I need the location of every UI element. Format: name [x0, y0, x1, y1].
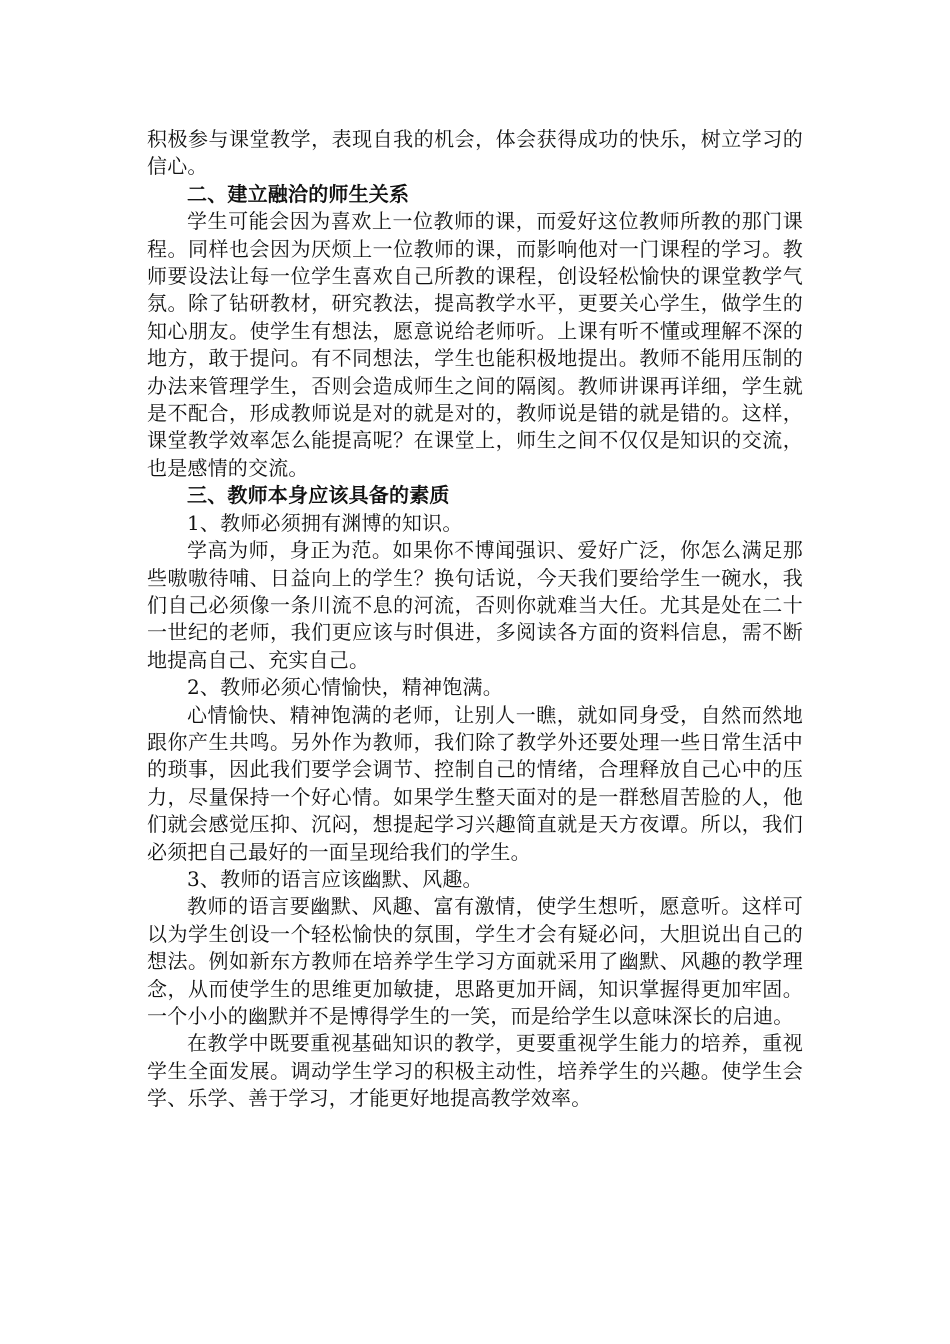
paragraph-conclusion: 在教学中既要重视基础知识的教学，更要重视学生能力的培养，重视学生全面发展。调动学生学习的积极主动性，培养学生的兴趣。使学生会学、乐学、善于学习，才能更好地提高教学效率。 [147, 1031, 803, 1111]
document-body [147, 126, 803, 1113]
paragraph-relationship: 学生可能会因为喜欢上一位教师的课，而爱好这位教师所教的那门课程。同样也会因为厌烦上一位教师的课，而影响他对一门课程的学习。教师要设法让每一位学生喜欢自己所教的课程，创设轻松愉快的课堂教学气氛。除了钻研教材，研究教法，提高教学水平，更要关心学生，做学生的知心朋友。使学生有想法，愿意说给老师听。上课有听不懂或理解不深的地方，敢于提问。有不同想法，学生也能积极地提出。教师不能用压制的办法来管理学生，否则会造成师生之间的隔阂。教师讲课再详细，学生就是不配合，形成教师说是对的就是对的，教师说是错的就是错的。这样，课堂教学效率怎么能提高呢？在课堂上，师生之间不仅仅是知识的交流，也是感情的交流。 [147, 209, 803, 480]
subheading-mood: 2、教师必须心情愉快，精神饱满。 [187, 675, 503, 700]
subheading-language: 3、教师的语言应该幽默、风趣。 [187, 866, 483, 891]
paragraph-language: 教师的语言要幽默、风趣、富有激情，使学生想听，愿意听。这样可以为学生创设一个轻松愉快的氛围，学生才会有疑必问，大胆说出自己的想法。例如新东方教师在培养学生学习方面就采用了幽默、风趣的教学理念，从而使学生的思维更加敏捷，思路更加开阔，知识掌握得更加牢固。一个小小的幽默并不是博得学生的一笑，而是给学生以意味深长的启迪。 [147, 894, 803, 1028]
paragraph-knowledge: 学高为师，身正为范。如果你不博闻强识、爱好广泛，你怎么满足那些嗷嗷待哺、日益向上的学生？换句话说，今天我们要给学生一碗水，我们自己必须像一条川流不息的河流，否则你就难当大任。尤其是处在二十一世纪的老师，我们更应该与时俱进，多阅读各方面的资料信息，需不断地提高自己、充实自己。 [147, 538, 803, 672]
paragraph-continuation: 积极参与课堂教学，表现自我的机会，体会获得成功的快乐，树立学习的信心。 [147, 127, 803, 179]
subheading-knowledge: 1、教师必须拥有渊博的知识。 [187, 510, 463, 535]
section-heading-teacher-qualities: 三、教师本身应该具备的素质 [187, 483, 450, 508]
section-heading-teacher-student-relationship: 二、建立融洽的师生关系 [187, 181, 410, 206]
paragraph-mood: 心情愉快、精神饱满的老师，让别人一瞧，就如同身受，自然而然地跟你产生共鸣。另外作为教师，我们除了教学外还要处理一些日常生活中的琐事，因此我们要学会调节、控制自己的情绪，合理释放自己心中的压力，尽量保持一个好心情。如果学生整天面对的是一群愁眉苦脸的人，他们就会感觉压抑、沉闷，想提起学习兴趣简直就是天方夜谭。所以，我们必须把自己最好的一面呈现给我们的学生。 [147, 702, 803, 864]
